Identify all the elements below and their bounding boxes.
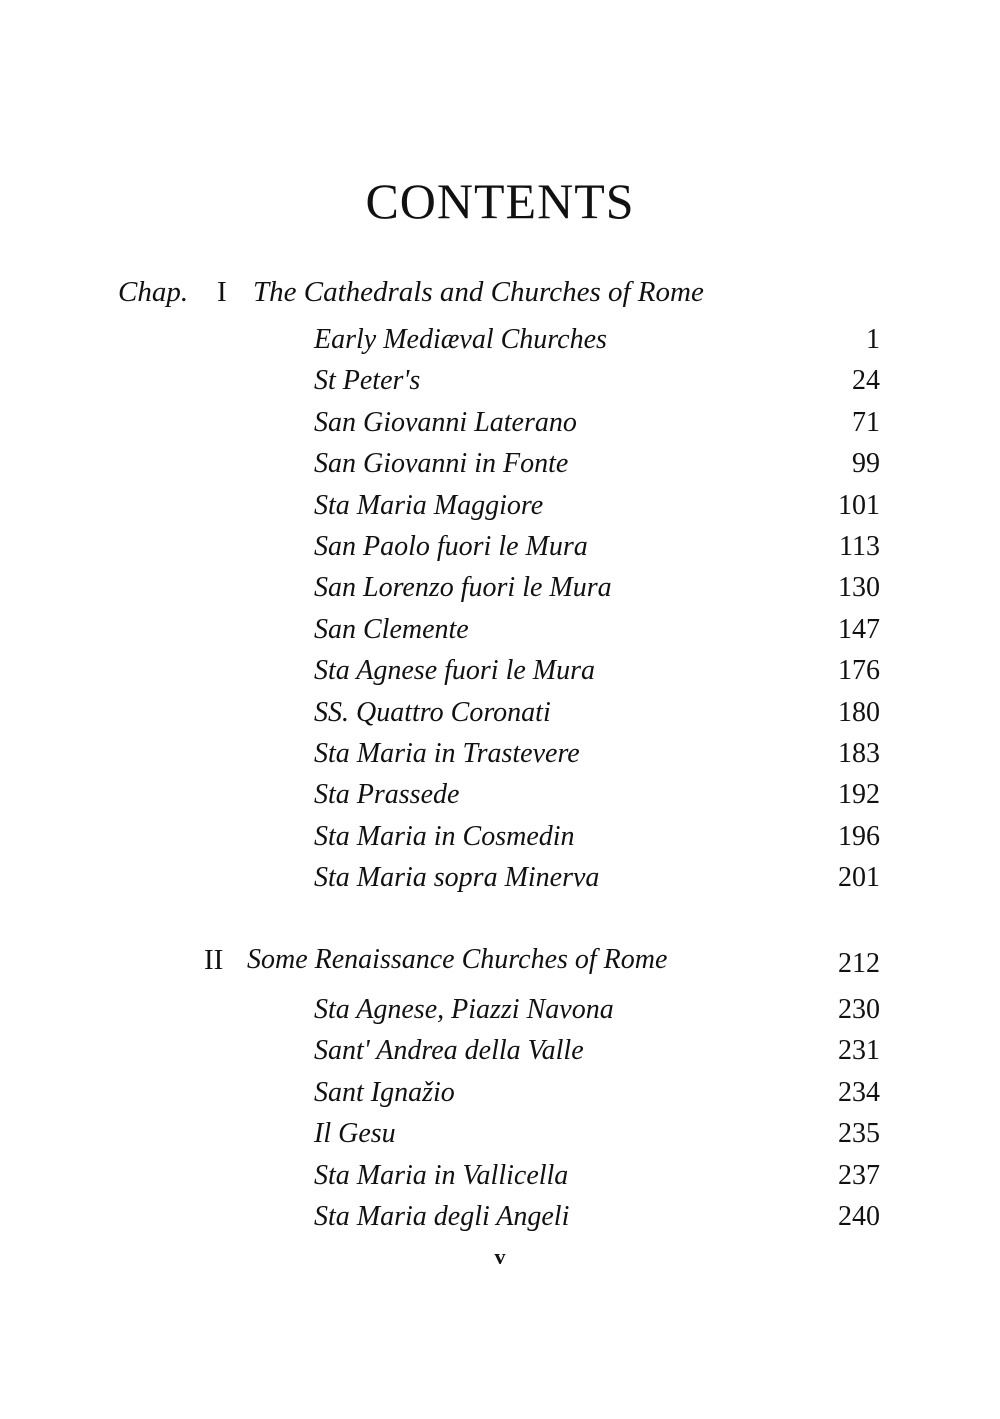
- page-title: CONTENTS: [365, 173, 635, 229]
- toc-entry-title: San Lorenzo fuori le Mura: [314, 572, 612, 604]
- toc-entry-page: 71: [852, 406, 880, 438]
- toc-entry: [314, 1035, 880, 1076]
- toc-entry-page: 99: [852, 448, 880, 480]
- toc-entry: [314, 448, 880, 489]
- toc-entry: [314, 572, 880, 613]
- toc-entry-page: 183: [838, 737, 880, 769]
- toc-entry-page: 130: [838, 572, 880, 604]
- toc-entry: [314, 1118, 880, 1159]
- toc-entry-title: Sta Maria in Cosmedin: [314, 820, 575, 852]
- toc-entry-title: Sta Maria degli Angeli: [314, 1200, 570, 1232]
- toc-entry: [314, 697, 880, 738]
- chap-label: Chap.: [118, 276, 189, 308]
- chapter-numeral: II: [204, 944, 224, 976]
- toc-entry-page: 147: [838, 613, 880, 645]
- toc-entry-page: 196: [838, 820, 880, 852]
- toc-entry-title: Sta Agnese fuori le Mura: [314, 655, 596, 687]
- toc-entry-page: 113: [839, 530, 880, 562]
- toc-entry-title: San Giovanni Laterano: [314, 406, 577, 438]
- toc-entry-page: 231: [838, 1035, 880, 1067]
- toc-entry-page: 201: [838, 862, 880, 894]
- toc-entry: [314, 1160, 880, 1201]
- toc-entry: [314, 655, 880, 696]
- toc-entry: [314, 531, 880, 572]
- toc-entry: [314, 994, 880, 1035]
- toc-entry-title: St Peter's: [314, 365, 421, 397]
- toc-entry-page: 240: [838, 1200, 880, 1232]
- toc-entry: [314, 862, 880, 903]
- toc-entry-page: 230: [838, 994, 880, 1025]
- toc-entry-page: 192: [838, 779, 880, 811]
- toc-entry-title: San Clemente: [314, 613, 469, 645]
- toc-entry-page: 176: [838, 655, 880, 687]
- toc-entry-title: Early Mediæval Churches: [314, 324, 607, 355]
- toc-entry-title: San Paolo fuori le Mura: [314, 530, 588, 562]
- toc-entry: [314, 779, 880, 820]
- chapter-title: The Cathedrals and Churches of Rome: [253, 276, 704, 308]
- toc-entry-title: Sant Ignažio: [314, 1076, 455, 1108]
- toc-entry-page: 235: [838, 1118, 880, 1150]
- toc-entry-title: Sta Maria in Trastevere: [314, 737, 580, 769]
- toc-entry-title: SS. Quattro Coronati: [314, 696, 551, 728]
- chapter-numeral: I: [217, 276, 227, 308]
- toc-entry-page: 234: [838, 1076, 880, 1108]
- toc-entry-title: Sta Agnese, Piazzi Navona: [314, 994, 614, 1025]
- toc-entry-title: Sant' Andrea della Valle: [314, 1035, 584, 1067]
- toc-entry-title: Sta Maria in Vallicella: [314, 1159, 569, 1191]
- toc-entry-title: San Giovanni in Fonte: [314, 448, 569, 480]
- toc-entry: [314, 738, 880, 779]
- toc-entry-page: 180: [838, 696, 880, 728]
- toc-entry-page: 101: [838, 489, 880, 521]
- toc-entry: [314, 821, 880, 862]
- toc-entry-page: 1: [866, 324, 880, 355]
- toc-entry-title: Sta Maria sopra Minerva: [314, 862, 600, 894]
- toc-entry-title: Il Gesu: [314, 1118, 396, 1150]
- toc-entry: [314, 1201, 880, 1242]
- toc-entry: [314, 490, 880, 531]
- toc-entry-page: 24: [852, 365, 880, 397]
- chapter-page: 212: [838, 948, 880, 979]
- chapter-2-entry-list: [314, 994, 880, 1242]
- page-folio: v: [494, 1244, 506, 1269]
- toc-entry: [314, 1077, 880, 1118]
- toc-entry: [314, 614, 880, 655]
- toc-entry: [314, 324, 880, 365]
- toc-entry: [314, 407, 880, 448]
- chapter-1-entry-list: [314, 324, 880, 903]
- toc-entry-title: Sta Prassede: [314, 779, 460, 811]
- toc-entry: [314, 365, 880, 406]
- toc-entry-title: Sta Maria Maggiore: [314, 489, 544, 521]
- chapter-title: Some Renaissance Churches of Rome: [247, 944, 668, 975]
- toc-entry-page: 237: [838, 1159, 880, 1191]
